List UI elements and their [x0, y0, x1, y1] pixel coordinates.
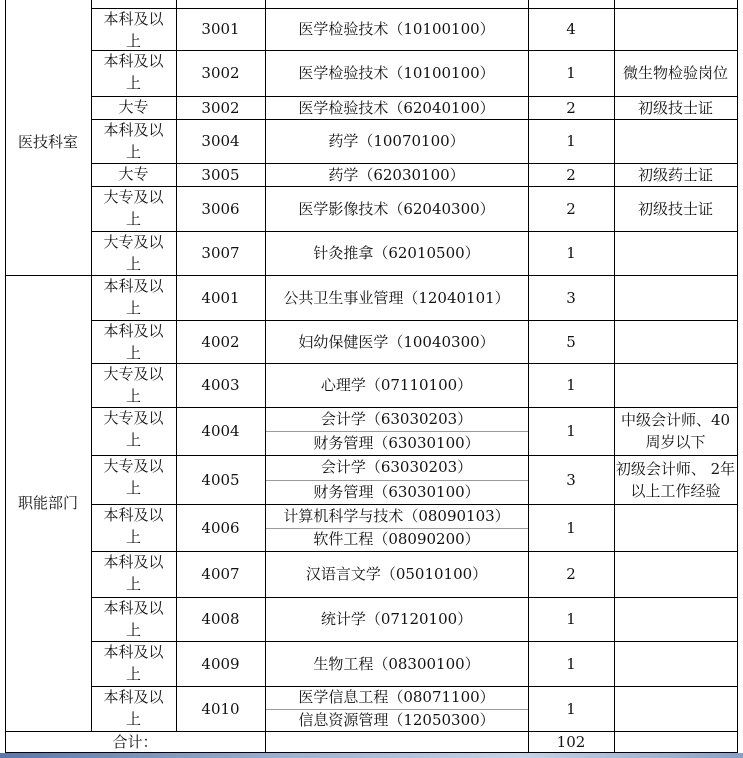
major-cell: 信息资源管理（12050300） [298, 710, 495, 729]
major-divider [265, 480, 528, 481]
requirement-cell: 初级技士证 [637, 98, 713, 117]
row-border [5, 731, 738, 732]
requirement-cell [614, 320, 737, 363]
headcount-cell: 1 [566, 244, 576, 262]
requirement-cell [614, 8, 737, 50]
post-code-cell: 3006 [201, 199, 240, 218]
total-label: 合计： [112, 732, 158, 751]
department-cell: 医技科室 [17, 132, 78, 151]
major-cell: 心理学（07110100） [320, 376, 473, 394]
education-cell: 本科及以上 [103, 506, 164, 546]
row-border [5, 275, 738, 276]
post-code-cell: 4004 [201, 422, 240, 440]
post-code-cell: 3005 [201, 165, 240, 184]
post-code-cell: 3002 [201, 64, 240, 82]
education-cell: 本科及以上 [103, 52, 164, 92]
post-code-cell: 4001 [201, 288, 240, 307]
major-cell: 财务管理（63030100） [313, 434, 480, 452]
education-cell: 大专及以上 [103, 365, 164, 405]
row-border [91, 363, 738, 364]
major-cell: 药学（10070100） [328, 132, 465, 150]
major-cell: 医学影像技术（62040300） [298, 199, 495, 218]
headcount-cell: 5 [566, 332, 576, 351]
row-border [91, 96, 738, 97]
department-cell: 职能部门 [17, 494, 78, 512]
requirement-cell [614, 119, 737, 163]
headcount-cell: 2 [566, 199, 576, 218]
major-cell: 统计学（07120100） [320, 610, 473, 628]
post-code-cell: 4006 [201, 518, 240, 537]
partial-edu-cell [91, 0, 176, 8]
row-border [91, 597, 738, 598]
headcount-cell: 1 [566, 610, 576, 628]
row-border [91, 50, 738, 51]
major-cell: 药学（62030100） [328, 165, 465, 184]
major-cell: 会计学（63030203） [320, 410, 473, 428]
headcount-cell: 2 [566, 565, 576, 583]
headcount-cell: 1 [566, 132, 576, 150]
headcount-cell: 1 [566, 422, 576, 440]
major-cell: 医学检验技术（62040100） [298, 98, 495, 117]
requirement-cell: 初级会计师、 2年以上工作经验 [615, 459, 736, 500]
row-border [91, 641, 738, 642]
major-cell: 会计学（63030203） [320, 458, 473, 477]
window-bottom-edge [0, 753, 743, 758]
post-code-cell: 4009 [201, 654, 240, 673]
education-cell: 大专及以上 [103, 457, 164, 497]
row-border [91, 163, 738, 164]
row-border [91, 119, 738, 120]
requirement-cell [614, 363, 737, 407]
post-code-cell: 3001 [201, 20, 240, 38]
post-code-cell: 4003 [201, 376, 240, 394]
headcount-cell: 2 [566, 165, 576, 184]
major-cell: 妇幼保健医学（10040300） [298, 332, 495, 351]
post-code-cell: 4007 [201, 565, 240, 583]
major-cell: 医学检验技术（10100100） [298, 20, 495, 38]
major-cell: 软件工程（08090200） [313, 530, 480, 549]
requirement-cell [614, 231, 737, 275]
major-cell: 医学检验技术（10100100） [298, 64, 495, 82]
major-cell: 汉语言文学（05010100） [305, 565, 488, 583]
partial-major-cell [265, 0, 528, 8]
education-cell: 本科及以上 [103, 322, 164, 362]
headcount-cell: 1 [566, 654, 576, 673]
post-code-cell: 4010 [201, 699, 240, 718]
requirement-cell: 初级技士证 [637, 199, 713, 218]
major-cell: 计算机科学与技术（08090103） [283, 506, 510, 525]
headcount-cell: 3 [566, 288, 576, 307]
row-border [91, 231, 738, 232]
requirement-cell: 初级药士证 [637, 165, 713, 184]
requirement-cell: 微生物检验岗位 [622, 64, 728, 82]
post-code-cell: 4002 [201, 332, 240, 351]
post-code-cell: 3004 [201, 132, 240, 150]
major-cell: 财务管理（63030100） [313, 482, 480, 501]
education-cell: 大专及以上 [103, 409, 164, 449]
major-cell: 针灸推拿（62010500） [313, 244, 480, 262]
headcount-cell: 1 [566, 376, 576, 394]
post-code-cell: 4005 [201, 470, 240, 489]
headcount-cell: 1 [566, 64, 576, 82]
requirement-cell [614, 551, 737, 597]
column-border [5, 0, 6, 753]
column-border [176, 0, 177, 732]
headcount-cell: 3 [566, 470, 576, 489]
education-cell: 本科及以上 [103, 643, 164, 683]
requirement-cell [614, 504, 737, 551]
major-divider [265, 431, 528, 432]
row-border [91, 551, 738, 552]
headcount-cell: 2 [566, 98, 576, 117]
education-cell: 大专 [118, 165, 149, 183]
major-cell: 医学信息工程（08071100） [298, 688, 495, 707]
row-border [91, 186, 738, 187]
education-cell: 大专及以上 [103, 233, 164, 273]
requirement-cell [614, 275, 737, 320]
row-border [91, 455, 738, 456]
row-border [91, 407, 738, 408]
education-cell: 本科及以上 [103, 121, 164, 161]
headcount-cell: 1 [566, 699, 576, 718]
requirement-cell [614, 641, 737, 686]
post-code-cell: 4008 [201, 610, 240, 628]
row-border [91, 8, 738, 9]
education-cell: 本科及以上 [103, 599, 164, 639]
post-code-cell: 3007 [201, 244, 240, 262]
education-cell: 本科及以上 [103, 10, 164, 50]
major-divider [265, 528, 528, 529]
row-border [91, 686, 738, 687]
headcount-cell: 4 [566, 20, 576, 38]
requirement-cell: 中级会计师、40周岁以下 [620, 411, 731, 451]
education-cell: 大专 [118, 98, 149, 116]
row-border [91, 504, 738, 505]
post-code-cell: 3002 [201, 98, 240, 117]
major-cell: 生物工程（08300100） [313, 654, 480, 673]
major-cell: 公共卫生事业管理（12040101） [283, 288, 510, 307]
headcount-cell: 1 [566, 518, 576, 537]
major-divider [265, 709, 528, 710]
requirement-cell [614, 686, 737, 731]
requirement-cell [614, 597, 737, 641]
education-cell: 本科及以上 [103, 277, 164, 317]
row-border [91, 320, 738, 321]
total-count: 102 [556, 732, 586, 751]
education-cell: 本科及以上 [103, 553, 164, 593]
column-border [91, 0, 92, 732]
education-cell: 本科及以上 [103, 688, 164, 728]
education-cell: 大专及以上 [103, 188, 164, 228]
